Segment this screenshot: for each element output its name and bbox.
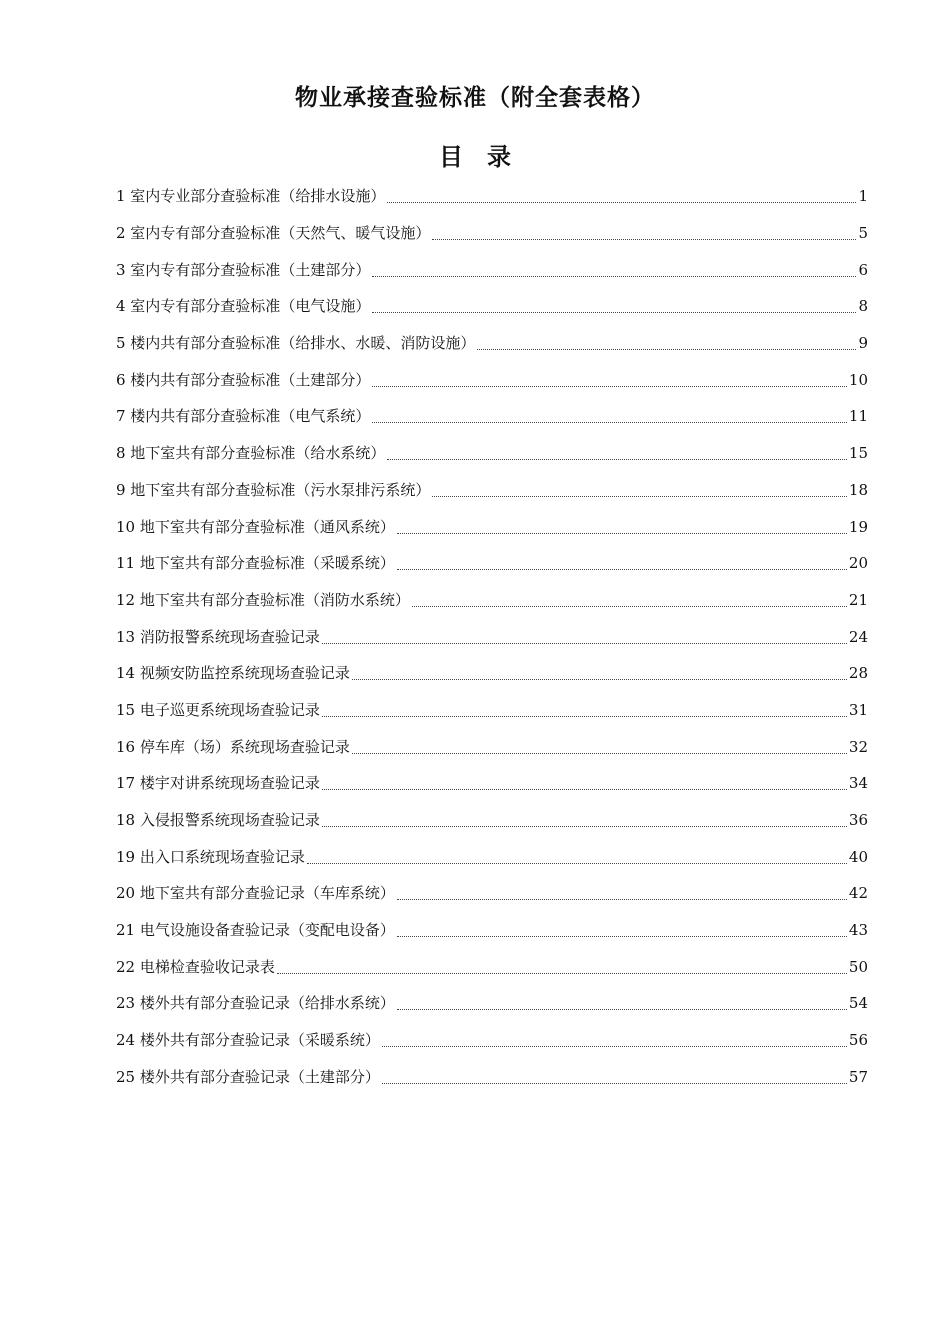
- toc-entry-label: 15 电子巡更系统现场查验记录: [116, 700, 320, 719]
- toc-entry-label: 6 楼内共有部分查验标准（土建部分）: [116, 370, 371, 389]
- toc-dot-leader: [277, 972, 847, 974]
- toc-entry-page-number: 8: [858, 297, 868, 316]
- toc-entry-label: 21 电气设施设备查验记录（变配电设备）: [116, 921, 395, 940]
- toc-entry[interactable]: [116, 398, 868, 435]
- toc-entry-page-number: 9: [858, 334, 868, 353]
- toc-entry-label: 9 地下室共有部分查验标准（污水泵排污系统）: [116, 480, 431, 499]
- toc-dot-leader: [387, 201, 856, 203]
- toc-dot-leader: [372, 421, 847, 423]
- toc-entry-page-number: 11: [848, 407, 868, 426]
- toc-entry-page-number: 40: [848, 847, 868, 866]
- toc-entry[interactable]: [116, 288, 868, 325]
- toc-entry-page-number: 20: [848, 554, 868, 573]
- toc-entry[interactable]: [116, 655, 868, 692]
- toc-entry-label: 16 停车库（场）系统现场查验记录: [116, 737, 350, 756]
- toc-entry-page-number: 10: [848, 370, 868, 389]
- toc-dot-leader: [397, 1008, 847, 1010]
- toc-dot-leader: [432, 238, 856, 240]
- toc-entry[interactable]: [116, 618, 868, 655]
- toc-entry-page-number: 56: [848, 1031, 868, 1050]
- toc-entry-page-number: 54: [848, 994, 868, 1013]
- toc-heading: 目 录: [439, 142, 511, 171]
- toc-dot-leader: [352, 752, 847, 754]
- toc-dot-leader: [372, 275, 856, 277]
- toc-entry-page-number: 18: [848, 480, 868, 499]
- toc-entry-page-number: 24: [848, 627, 868, 646]
- toc-dot-leader: [387, 458, 847, 460]
- toc-entry-page-number: 5: [858, 224, 868, 243]
- toc-entry[interactable]: [116, 545, 868, 582]
- toc-entry-label: 18 入侵报警系统现场查验记录: [116, 811, 320, 830]
- toc-entry-label: 1 室内专业部分查验标准（给排水设施）: [116, 187, 386, 206]
- toc-entry-label: 17 楼宇对讲系统现场查验记录: [116, 774, 320, 793]
- toc-entry-page-number: 15: [848, 444, 868, 463]
- toc-dot-leader: [352, 678, 847, 680]
- toc-entry[interactable]: [116, 728, 868, 765]
- toc-entry-page-number: 31: [848, 700, 868, 719]
- toc-entry[interactable]: [116, 1059, 868, 1096]
- toc-entry-page-number: 57: [848, 1067, 868, 1086]
- toc-entry[interactable]: [116, 582, 868, 619]
- toc-entry-page-number: 19: [848, 517, 868, 536]
- toc-entry[interactable]: [116, 875, 868, 912]
- table-of-contents: [116, 178, 868, 1095]
- toc-entry[interactable]: [116, 472, 868, 509]
- toc-entry-label: 14 视频安防监控系统现场查验记录: [116, 664, 350, 683]
- toc-entry[interactable]: [116, 325, 868, 362]
- toc-dot-leader: [397, 532, 847, 534]
- document-title: 物业承接查验标准（附全套表格）: [295, 84, 655, 111]
- toc-dot-leader: [397, 568, 847, 570]
- toc-entry-page-number: 34: [848, 774, 868, 793]
- toc-dot-leader: [382, 1045, 847, 1047]
- toc-dot-leader: [432, 495, 847, 497]
- toc-entry[interactable]: [116, 838, 868, 875]
- toc-dot-leader: [412, 605, 847, 607]
- toc-entry[interactable]: [116, 361, 868, 398]
- toc-entry[interactable]: [116, 802, 868, 839]
- toc-entry-page-number: 32: [848, 737, 868, 756]
- toc-entry-page-number: 42: [848, 884, 868, 903]
- toc-entry-page-number: 28: [848, 664, 868, 683]
- toc-dot-leader: [322, 715, 847, 717]
- toc-entry-label: 5 楼内共有部分查验标准（给排水、水暖、消防设施）: [116, 334, 476, 353]
- toc-entry-page-number: 6: [858, 260, 868, 279]
- toc-entry-label: 4 室内专有部分查验标准（电气设施）: [116, 297, 371, 316]
- toc-entry-page-number: 21: [848, 590, 868, 609]
- toc-entry[interactable]: [116, 948, 868, 985]
- toc-dot-leader: [322, 825, 847, 827]
- toc-dot-leader: [307, 862, 847, 864]
- toc-entry-label: 10 地下室共有部分查验标准（通风系统）: [116, 517, 395, 536]
- toc-dot-leader: [322, 788, 847, 790]
- toc-dot-leader: [372, 311, 856, 313]
- toc-entry[interactable]: [116, 912, 868, 949]
- toc-entry-label: 11 地下室共有部分查验标准（采暖系统）: [116, 554, 395, 573]
- toc-entry[interactable]: [116, 251, 868, 288]
- toc-entry[interactable]: [116, 215, 868, 252]
- toc-dot-leader: [382, 1082, 847, 1084]
- toc-entry-page-number: 50: [848, 957, 868, 976]
- toc-dot-leader: [397, 898, 847, 900]
- toc-dot-leader: [372, 385, 847, 387]
- toc-entry-page-number: 1: [858, 187, 868, 206]
- toc-entry-page-number: 36: [848, 811, 868, 830]
- toc-entry-label: 2 室内专有部分查验标准（天然气、暖气设施）: [116, 224, 431, 243]
- toc-entry-label: 13 消防报警系统现场查验记录: [116, 627, 320, 646]
- toc-dot-leader: [477, 348, 856, 350]
- toc-dot-leader: [322, 642, 847, 644]
- toc-entry-label: 24 楼外共有部分查验记录（采暖系统）: [116, 1031, 380, 1050]
- toc-entry[interactable]: [116, 508, 868, 545]
- toc-entry-label: 19 出入口系统现场查验记录: [116, 847, 305, 866]
- toc-entry[interactable]: [116, 692, 868, 729]
- toc-entry-label: 12 地下室共有部分查验标准（消防水系统）: [116, 590, 410, 609]
- toc-entry[interactable]: [116, 1022, 868, 1059]
- toc-entry-label: 20 地下室共有部分查验记录（车库系统）: [116, 884, 395, 903]
- toc-entry-page-number: 43: [848, 921, 868, 940]
- toc-dot-leader: [397, 935, 847, 937]
- toc-entry-label: 22 电梯检查验收记录表: [116, 957, 275, 976]
- toc-entry-label: 7 楼内共有部分查验标准（电气系统）: [116, 407, 371, 426]
- toc-entry[interactable]: [116, 985, 868, 1022]
- toc-entry[interactable]: [116, 178, 868, 215]
- toc-entry[interactable]: [116, 765, 868, 802]
- toc-entry[interactable]: [116, 435, 868, 472]
- toc-entry-label: 3 室内专有部分查验标准（土建部分）: [116, 260, 371, 279]
- toc-entry-label: 23 楼外共有部分查验记录（给排水系统）: [116, 994, 395, 1013]
- toc-entry-label: 8 地下室共有部分查验标准（给水系统）: [116, 444, 386, 463]
- toc-entry-label: 25 楼外共有部分查验记录（土建部分）: [116, 1067, 380, 1086]
